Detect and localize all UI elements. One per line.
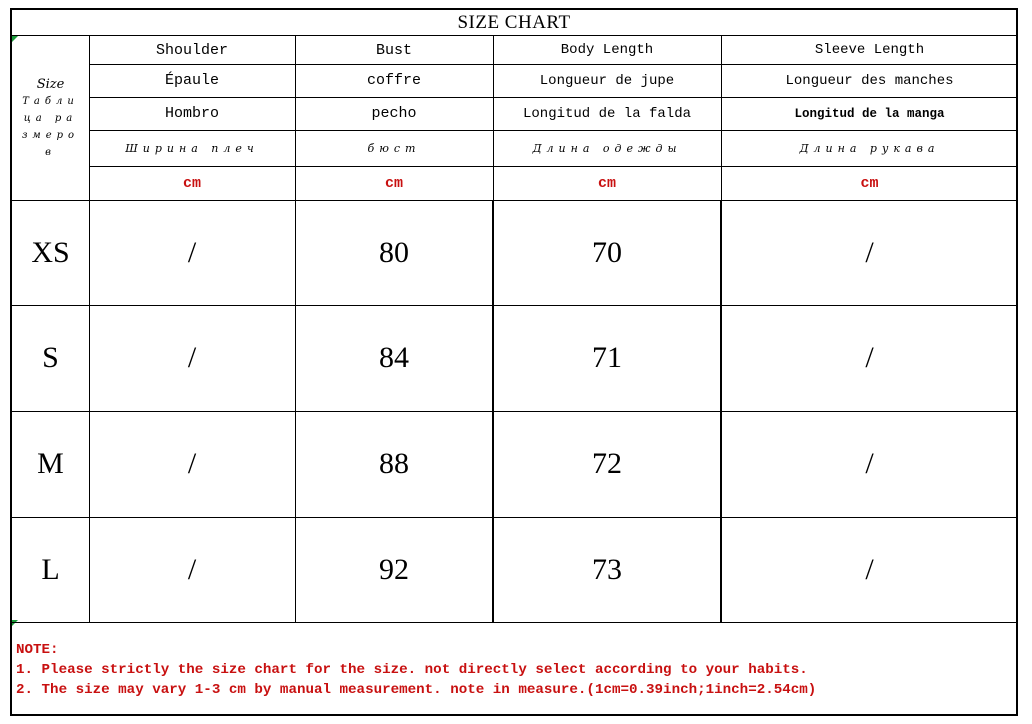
col-header-sleeve-length-ru: Длина рукава <box>799 141 940 155</box>
unit-label: cm <box>384 174 403 192</box>
shoulder-value: / <box>187 552 197 586</box>
size-header-ru-1: Табли <box>22 95 79 107</box>
grid-line <box>89 64 1018 65</box>
size-label: L <box>41 552 60 586</box>
col-header-shoulder-fr: Épaule <box>164 72 219 89</box>
bust-value: 84 <box>379 341 409 374</box>
col-header-body-length-es: Longitud de la falda <box>522 105 692 122</box>
unit-label: cm <box>860 174 879 192</box>
shoulder-value: / <box>187 235 197 269</box>
size-header-ru-4: в <box>45 146 56 158</box>
bust-value: 88 <box>379 447 409 480</box>
grid-line <box>89 130 1018 131</box>
size-label: M <box>37 447 64 480</box>
note-heading: NOTE: <box>16 642 59 658</box>
body-length-value: 70 <box>592 235 622 269</box>
grid-line <box>12 517 1018 518</box>
note-item: 2. The size may vary 1-3 cm by manual measurement. note in measure.(1cm=0.39inch;1inch=2.54cm) <box>16 682 817 698</box>
grid-line <box>89 97 1018 98</box>
size-label: S <box>42 341 59 374</box>
col-header-body-length-fr: Longueur de jupe <box>539 72 675 89</box>
grid-line <box>12 200 1018 201</box>
shoulder-value: / <box>187 341 197 374</box>
size-header-en: Size <box>36 76 65 92</box>
sleeve-length-value: / <box>865 552 874 586</box>
grid-line <box>12 305 1018 306</box>
grid-line <box>720 200 722 622</box>
unit-label: cm <box>182 174 201 192</box>
sleeve-length-value: / <box>865 235 874 269</box>
col-header-shoulder-ru: Ширина плеч <box>125 141 259 155</box>
col-header-body-length-en: Body Length <box>560 42 654 58</box>
sleeve-length-value: / <box>865 447 874 480</box>
sleeve-length-value: / <box>865 341 874 374</box>
size-header-ru-2: ца ра <box>23 112 78 124</box>
col-header-sleeve-length-en: Sleeve Length <box>814 42 925 58</box>
chart-title: SIZE CHART <box>12 10 1016 36</box>
bust-value: 92 <box>379 552 409 586</box>
body-length-value: 73 <box>592 552 622 586</box>
size-chart-table <box>10 8 1018 716</box>
col-header-shoulder-es: Hombro <box>164 105 219 122</box>
size-label: XS <box>31 235 70 269</box>
grid-line <box>492 200 494 622</box>
col-header-shoulder-en: Shoulder <box>155 41 228 59</box>
bust-value: 80 <box>379 235 409 269</box>
shoulder-value: / <box>187 447 197 480</box>
note-item: 1. Please strictly the size chart for the size. not directly select according to your habits. <box>16 662 808 678</box>
unit-label: cm <box>597 174 616 192</box>
grid-line <box>721 36 722 200</box>
col-header-sleeve-length-fr: Longueur des manches <box>785 72 954 89</box>
body-length-value: 72 <box>592 447 622 480</box>
grid-line <box>89 36 90 622</box>
grid-line <box>493 36 494 200</box>
col-header-bust-es: pecho <box>371 105 417 122</box>
body-length-value: 71 <box>592 341 622 374</box>
col-header-body-length-ru: Длина одежды <box>532 141 682 155</box>
notes-section <box>16 640 816 700</box>
col-header-bust-ru: бюст <box>367 141 421 155</box>
grid-line <box>12 411 1018 412</box>
grid-line <box>89 166 1018 167</box>
col-header-bust-en: Bust <box>375 41 412 59</box>
col-header-sleeve-length-es: Longitud de la manga <box>794 106 945 121</box>
size-header-ru-3: змеро <box>21 129 80 141</box>
grid-line <box>295 36 296 622</box>
grid-line <box>12 622 1018 623</box>
size-header-cell <box>12 36 89 200</box>
col-header-bust-fr: coffre <box>366 72 421 89</box>
